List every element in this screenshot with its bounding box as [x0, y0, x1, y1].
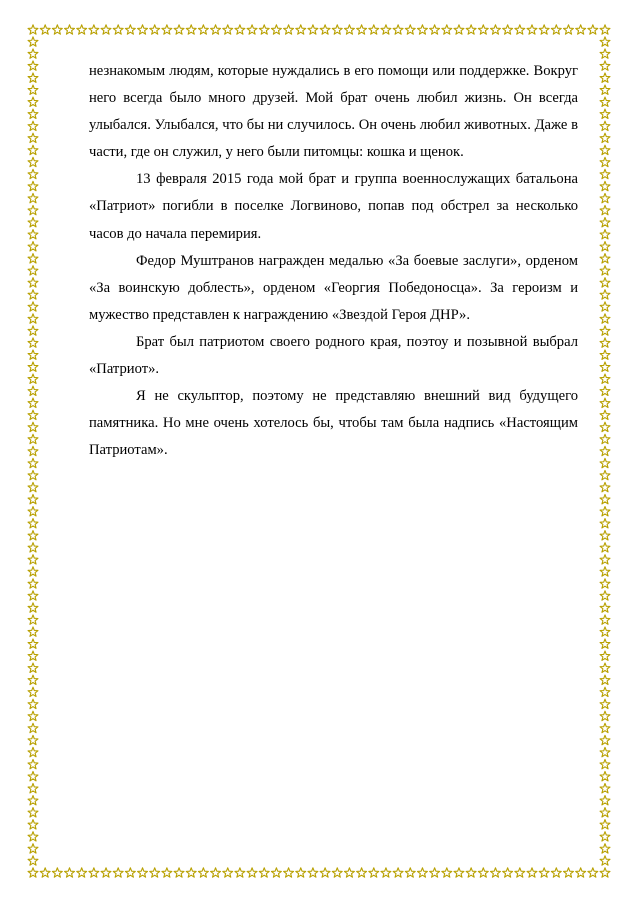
star-outline-icon: [600, 85, 610, 94]
star-outline-icon: [77, 868, 87, 877]
star-outline-icon: [89, 25, 99, 34]
star-outline-icon: [28, 651, 38, 660]
star-outline-icon: [600, 723, 610, 732]
star-outline-icon: [600, 675, 610, 684]
star-outline-icon: [600, 844, 610, 853]
star-outline-icon: [28, 254, 38, 263]
star-outline-icon: [89, 868, 99, 877]
star-outline-icon: [600, 458, 610, 467]
star-outline-icon: [600, 278, 610, 287]
star-outline-icon: [28, 507, 38, 516]
star-outline-icon: [600, 832, 610, 841]
star-outline-icon: [600, 603, 610, 612]
star-outline-icon: [28, 49, 38, 58]
star-outline-icon: [40, 868, 50, 877]
star-outline-icon: [478, 25, 488, 34]
star-outline-icon: [357, 25, 367, 34]
star-outline-icon: [28, 555, 38, 564]
star-outline-icon: [308, 25, 318, 34]
star-outline-icon: [296, 25, 306, 34]
star-outline-icon: [28, 711, 38, 720]
paragraph-2: 13 февраля 2015 года мой брат и группа военнослужащих батальона «Патриот» погибли в поселке Логвиново, попав под обстрел за несколько часов до начала перемирия.: [89, 171, 578, 242]
star-outline-icon: [430, 868, 440, 877]
star-outline-icon: [28, 470, 38, 479]
star-outline-icon: [600, 759, 610, 768]
star-outline-icon: [600, 290, 610, 299]
star-outline-icon: [600, 386, 610, 395]
star-outline-icon: [40, 25, 50, 34]
star-outline-icon: [576, 25, 586, 34]
star-outline-icon: [28, 675, 38, 684]
star-outline-icon: [600, 169, 610, 178]
star-outline-icon: [28, 37, 38, 46]
star-outline-icon: [28, 302, 38, 311]
star-outline-icon: [600, 145, 610, 154]
star-outline-icon: [491, 868, 501, 877]
star-outline-icon: [28, 181, 38, 190]
star-outline-icon: [52, 868, 62, 877]
star-outline-icon: [600, 470, 610, 479]
paragraph-3: Федор Муштранов награжден медалью «За боевые заслуги», орденом «За воинскую доблесть», орденом «Георгия Победоносца». За героизм и мужество представлен к награждению «Звездой Героя ДНР».: [89, 252, 578, 323]
star-outline-icon: [28, 145, 38, 154]
star-outline-icon: [28, 832, 38, 841]
star-outline-icon: [28, 193, 38, 202]
star-outline-icon: [28, 519, 38, 528]
star-outline-icon: [28, 314, 38, 323]
star-outline-icon: [503, 25, 513, 34]
star-outline-icon: [28, 494, 38, 503]
star-outline-icon: [600, 639, 610, 648]
star-outline-icon: [576, 868, 586, 877]
star-outline-icon: [405, 25, 415, 34]
star-outline-icon: [600, 266, 610, 275]
star-outline-icon: [600, 531, 610, 540]
star-outline-icon: [28, 615, 38, 624]
star-outline-icon: [223, 868, 233, 877]
star-outline-icon: [211, 868, 221, 877]
star-outline-icon: [28, 422, 38, 431]
star-outline-icon: [28, 808, 38, 817]
star-outline-icon: [381, 868, 391, 877]
star-outline-icon: [600, 338, 610, 347]
star-outline-icon: [28, 482, 38, 491]
star-outline-icon: [551, 868, 561, 877]
star-outline-icon: [600, 109, 610, 118]
star-outline-icon: [28, 723, 38, 732]
star-outline-icon: [503, 868, 513, 877]
star-outline-icon: [113, 25, 123, 34]
star-outline-icon: [28, 350, 38, 359]
star-outline-icon: [600, 205, 610, 214]
star-outline-icon: [600, 820, 610, 829]
star-outline-icon: [247, 25, 257, 34]
star-outline-icon: [28, 410, 38, 419]
star-outline-icon: [28, 109, 38, 118]
star-outline-icon: [600, 519, 610, 528]
star-outline-icon: [259, 868, 269, 877]
star-outline-icon: [28, 398, 38, 407]
star-outline-icon: [28, 205, 38, 214]
star-outline-icon: [454, 25, 464, 34]
star-outline-icon: [28, 699, 38, 708]
star-outline-icon: [515, 868, 525, 877]
star-outline-icon: [28, 434, 38, 443]
star-outline-icon: [28, 759, 38, 768]
star-outline-icon: [600, 651, 610, 660]
star-outline-icon: [150, 25, 160, 34]
star-outline-icon: [600, 663, 610, 672]
star-outline-icon: [28, 796, 38, 805]
star-outline-icon: [369, 25, 379, 34]
star-outline-icon: [125, 25, 135, 34]
star-outline-icon: [600, 362, 610, 371]
star-outline-icon: [442, 868, 452, 877]
star-outline-icon: [600, 374, 610, 383]
star-outline-icon: [28, 784, 38, 793]
star-outline-icon: [600, 543, 610, 552]
star-outline-icon: [381, 25, 391, 34]
star-outline-icon: [28, 169, 38, 178]
star-outline-icon: [600, 591, 610, 600]
star-outline-icon: [600, 25, 610, 34]
star-outline-icon: [600, 555, 610, 564]
star-outline-icon: [28, 543, 38, 552]
star-outline-icon: [28, 278, 38, 287]
star-outline-icon: [28, 591, 38, 600]
star-outline-icon: [65, 868, 75, 877]
star-outline-icon: [28, 73, 38, 82]
star-outline-icon: [28, 663, 38, 672]
star-outline-icon: [430, 25, 440, 34]
star-outline-icon: [162, 868, 172, 877]
star-outline-icon: [600, 157, 610, 166]
star-outline-icon: [600, 97, 610, 106]
star-outline-icon: [588, 868, 598, 877]
star-outline-icon: [600, 302, 610, 311]
paragraph-1: незнакомым людям, которые нуждались в его помощи или поддержке. Вокруг него всегда было много друзей. Мой брат очень любил жизнь. Он всегда улыбался. Улыбался, что бы ни случилось. Он очень любил животных. Даже в части, где он служил, у него были питомцы: кошка и щенок.: [89, 63, 578, 161]
star-outline-icon: [600, 784, 610, 793]
star-outline-icon: [515, 25, 525, 34]
star-outline-icon: [600, 61, 610, 70]
star-outline-icon: [28, 338, 38, 347]
star-outline-icon: [28, 97, 38, 106]
star-outline-icon: [466, 25, 476, 34]
star-outline-icon: [442, 25, 452, 34]
star-outline-icon: [454, 868, 464, 877]
star-outline-icon: [600, 711, 610, 720]
star-outline-icon: [600, 422, 610, 431]
star-outline-icon: [600, 133, 610, 142]
document-body: [89, 58, 578, 464]
star-outline-icon: [223, 25, 233, 34]
star-outline-icon: [600, 398, 610, 407]
star-outline-icon: [101, 25, 111, 34]
star-outline-icon: [65, 25, 75, 34]
star-outline-icon: [369, 868, 379, 877]
star-outline-icon: [600, 314, 610, 323]
star-outline-icon: [28, 579, 38, 588]
star-outline-icon: [600, 808, 610, 817]
star-outline-icon: [28, 217, 38, 226]
star-outline-icon: [259, 25, 269, 34]
star-outline-icon: [600, 37, 610, 46]
star-outline-icon: [600, 699, 610, 708]
star-outline-icon: [125, 868, 135, 877]
star-outline-icon: [28, 266, 38, 275]
star-outline-icon: [28, 603, 38, 612]
star-outline-icon: [600, 494, 610, 503]
star-outline-icon: [28, 121, 38, 130]
star-outline-icon: [344, 868, 354, 877]
star-outline-icon: [271, 25, 281, 34]
star-outline-icon: [101, 868, 111, 877]
star-outline-icon: [28, 627, 38, 636]
star-outline-icon: [527, 25, 537, 34]
star-outline-icon: [551, 25, 561, 34]
star-outline-icon: [138, 25, 148, 34]
star-outline-icon: [28, 230, 38, 239]
star-outline-icon: [418, 868, 428, 877]
star-outline-icon: [600, 567, 610, 576]
star-outline-icon: [138, 868, 148, 877]
star-outline-icon: [52, 25, 62, 34]
star-outline-icon: [600, 856, 610, 865]
star-outline-icon: [247, 868, 257, 877]
paragraph-5: Я не скульптор, поэтому не представляю внешний вид будущего памятника. Но мне очень хотелось бы, чтобы там была надпись «Настоящим Патриотам».: [89, 388, 578, 459]
star-outline-icon: [600, 446, 610, 455]
star-outline-icon: [28, 290, 38, 299]
star-outline-icon: [600, 687, 610, 696]
star-outline-icon: [28, 771, 38, 780]
star-outline-icon: [28, 446, 38, 455]
star-outline-icon: [308, 868, 318, 877]
star-outline-icon: [405, 868, 415, 877]
star-outline-icon: [527, 868, 537, 877]
star-outline-icon: [600, 410, 610, 419]
star-outline-icon: [466, 868, 476, 877]
star-outline-icon: [600, 121, 610, 130]
star-outline-icon: [162, 25, 172, 34]
star-outline-icon: [186, 868, 196, 877]
star-outline-icon: [198, 25, 208, 34]
star-outline-icon: [600, 217, 610, 226]
star-outline-icon: [539, 868, 549, 877]
star-outline-icon: [600, 868, 610, 877]
star-outline-icon: [150, 868, 160, 877]
star-outline-icon: [235, 868, 245, 877]
star-outline-icon: [600, 49, 610, 58]
star-outline-icon: [28, 157, 38, 166]
star-outline-icon: [600, 796, 610, 805]
star-outline-icon: [600, 181, 610, 190]
star-outline-icon: [28, 868, 38, 877]
star-outline-icon: [418, 25, 428, 34]
star-outline-icon: [600, 627, 610, 636]
star-outline-icon: [28, 856, 38, 865]
star-outline-icon: [600, 242, 610, 251]
star-outline-icon: [357, 868, 367, 877]
star-outline-icon: [600, 326, 610, 335]
star-outline-icon: [28, 133, 38, 142]
star-outline-icon: [296, 868, 306, 877]
star-outline-icon: [28, 85, 38, 94]
star-outline-icon: [28, 25, 38, 34]
star-outline-icon: [600, 615, 610, 624]
star-outline-icon: [600, 193, 610, 202]
star-outline-icon: [28, 61, 38, 70]
paragraph-4: Брат был патриотом своего родного края, поэтоу и позывной выбрал «Патриот».: [89, 333, 578, 378]
star-outline-icon: [332, 868, 342, 877]
star-outline-icon: [211, 25, 221, 34]
star-outline-icon: [28, 386, 38, 395]
star-outline-icon: [600, 735, 610, 744]
star-outline-icon: [393, 25, 403, 34]
star-outline-icon: [539, 25, 549, 34]
star-outline-icon: [28, 531, 38, 540]
star-outline-icon: [28, 567, 38, 576]
star-outline-icon: [600, 254, 610, 263]
star-outline-icon: [564, 868, 574, 877]
star-outline-icon: [393, 868, 403, 877]
star-outline-icon: [478, 868, 488, 877]
star-outline-icon: [564, 25, 574, 34]
star-outline-icon: [198, 868, 208, 877]
star-outline-icon: [28, 844, 38, 853]
star-outline-icon: [600, 579, 610, 588]
star-outline-icon: [491, 25, 501, 34]
star-outline-icon: [186, 25, 196, 34]
star-outline-icon: [284, 868, 294, 877]
star-outline-icon: [174, 25, 184, 34]
star-outline-icon: [28, 820, 38, 829]
star-outline-icon: [28, 374, 38, 383]
star-outline-icon: [600, 434, 610, 443]
star-outline-icon: [28, 735, 38, 744]
star-outline-icon: [28, 458, 38, 467]
star-outline-icon: [28, 639, 38, 648]
star-outline-icon: [113, 868, 123, 877]
star-outline-icon: [320, 868, 330, 877]
star-outline-icon: [235, 25, 245, 34]
star-outline-icon: [28, 242, 38, 251]
star-outline-icon: [77, 25, 87, 34]
star-outline-icon: [320, 25, 330, 34]
star-outline-icon: [28, 362, 38, 371]
star-outline-icon: [600, 350, 610, 359]
star-outline-icon: [284, 25, 294, 34]
star-outline-icon: [600, 747, 610, 756]
star-outline-icon: [600, 771, 610, 780]
star-outline-icon: [588, 25, 598, 34]
star-outline-icon: [600, 482, 610, 491]
star-outline-icon: [600, 73, 610, 82]
star-outline-icon: [600, 507, 610, 516]
star-outline-icon: [271, 868, 281, 877]
star-outline-icon: [174, 868, 184, 877]
star-outline-icon: [28, 747, 38, 756]
star-outline-icon: [28, 687, 38, 696]
star-outline-icon: [600, 230, 610, 239]
star-outline-icon: [344, 25, 354, 34]
star-outline-icon: [332, 25, 342, 34]
star-outline-icon: [28, 326, 38, 335]
